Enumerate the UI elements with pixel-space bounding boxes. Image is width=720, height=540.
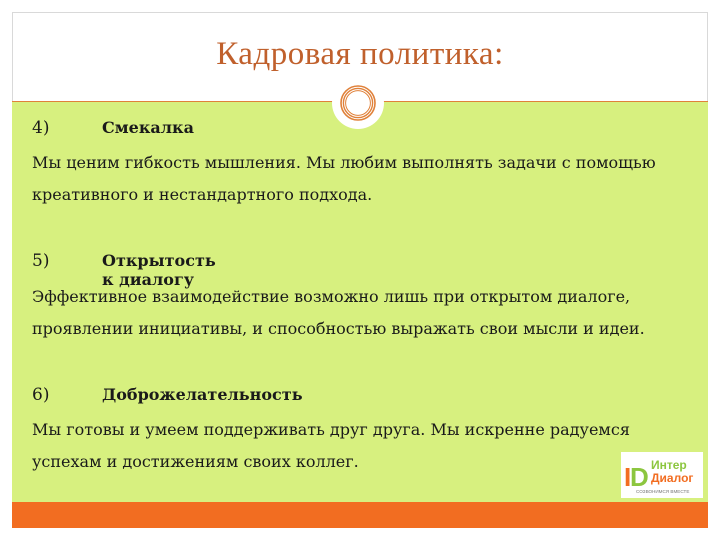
item-5-heading: Открытость к диалогу	[102, 251, 216, 289]
svg-text:I: I	[624, 462, 632, 492]
item-4-line-2: креативного и нестандартного подхода.	[32, 185, 373, 204]
item-5-line-1: Эффективное взаимодействие возможно лишь при открытом диалоге,	[32, 287, 631, 306]
svg-text:Диалог: Диалог	[651, 471, 694, 485]
item-4-number: 4)	[32, 118, 50, 138]
item-6-line-1: Мы готовы и умеем поддерживать друг друга. Мы искренне радуемся	[32, 420, 630, 439]
item-6-number: 6)	[32, 385, 50, 405]
svg-text:D: D	[630, 462, 649, 492]
company-logo	[621, 452, 703, 498]
item-6-line-2: успехам и достижениям своих коллег.	[32, 452, 359, 471]
item-5-line-2: проявлении инициативы, и способностью выражать свои мысли и идеи.	[32, 319, 645, 338]
item-6-heading: Доброжелательность	[102, 385, 303, 404]
svg-text:СОЗВОНИМСЯ ВМЕСТЕ: СОЗВОНИМСЯ ВМЕСТЕ	[636, 489, 690, 494]
item-4-heading: Смекалка	[102, 118, 194, 137]
item-6-text	[32, 414, 682, 478]
ring-ornament-icon	[339, 84, 377, 122]
svg-text:Интер: Интер	[651, 458, 687, 472]
company-logo-icon	[621, 452, 703, 498]
slide-title: Кадровая политика:	[216, 36, 504, 72]
item-5-text	[32, 281, 682, 345]
item-4-line-1: Мы ценим гибкость мышления. Мы любим выполнять задачи с помощью	[32, 153, 656, 172]
item-5-number: 5)	[32, 251, 50, 271]
footer-accent-bar	[12, 502, 708, 528]
item-4-text	[32, 147, 682, 211]
